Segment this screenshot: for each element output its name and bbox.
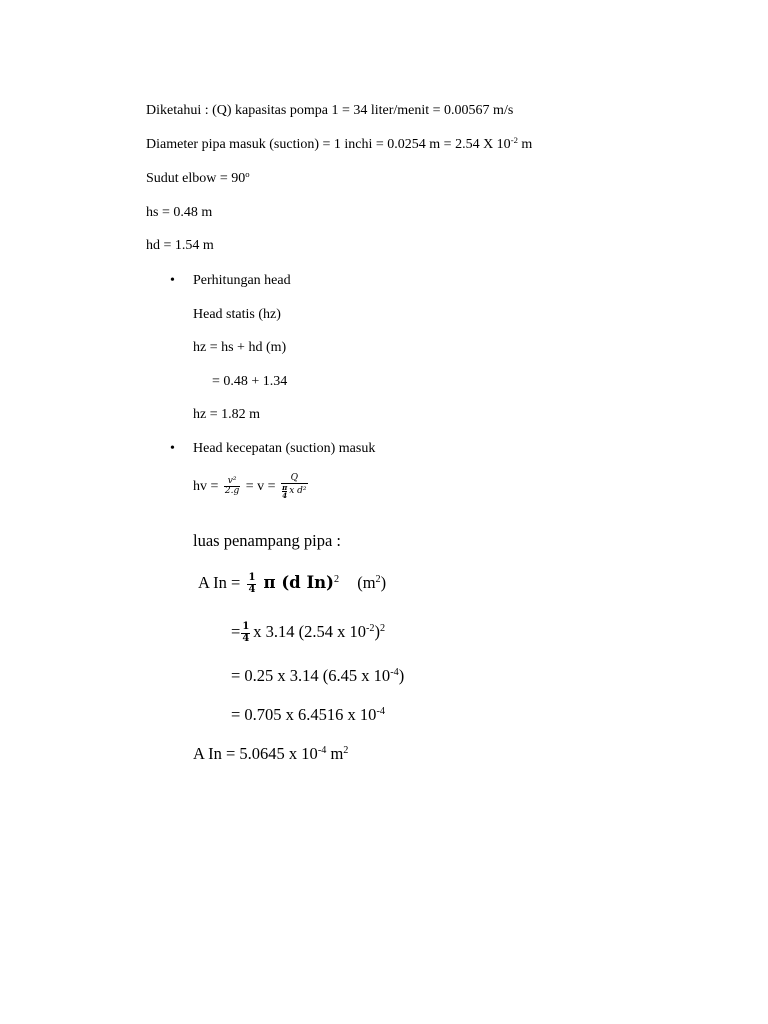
static-head-sub: Head statis (hz) <box>193 307 281 322</box>
area-step-2-expr: = 0.25 x 3.14 (6.45 x 10 <box>231 666 391 685</box>
area-step-1-exp1: -2 <box>366 623 375 635</box>
area-unit-close: ) <box>380 572 387 592</box>
frac2-numerator: Q <box>290 473 298 483</box>
v2-over-2g-fraction <box>224 477 240 497</box>
step1-quarter-denominator: 4 <box>242 632 250 644</box>
step1-quarter-numerator: 1 <box>242 621 250 632</box>
frac1-denominator: 2.g <box>224 486 240 497</box>
quarter-fraction <box>247 573 256 595</box>
area-step-1-equals: = <box>231 621 241 641</box>
static-head-formula: hz = hs + hd (m) <box>193 340 287 355</box>
area-result-unit: m <box>326 744 344 763</box>
four-denominator: 4 <box>282 491 288 501</box>
known-line-1: Diketahui : (Q) kapasitas pompa 1 = 34 liter/menit = 0.00567 m/s <box>146 103 514 118</box>
known-line-5: hd = 1.54 m <box>146 238 214 253</box>
area-step-1-expr: x 3.14 (2.54 x 10 <box>253 621 367 641</box>
area-exponent: 2 <box>333 574 340 586</box>
frac1-numerator: v² <box>227 475 237 486</box>
area-step-3-exp: -4 <box>376 706 385 718</box>
area-step-1 <box>231 622 385 644</box>
static-head-title: Perhitungan head <box>193 273 291 288</box>
area-step-2-exp: -4 <box>390 667 399 679</box>
area-unit-exponent: 2 <box>375 574 381 586</box>
known-line-2 <box>146 135 533 152</box>
velocity-head-title: Head kecepatan (suction) masuk <box>193 441 376 456</box>
area-step-2-close: ) <box>398 666 405 685</box>
hv-formula <box>193 474 310 499</box>
area-step-3 <box>231 707 385 724</box>
degree-sup: o <box>245 169 250 180</box>
area-result-unit-exp: 2 <box>343 745 349 757</box>
area-result-expr: A In = 5.0645 x 10 <box>193 744 318 763</box>
frac2-denominator-tail: x d² <box>289 486 307 497</box>
q-over-area-fraction <box>281 474 307 499</box>
pi-over-4-fraction <box>282 484 287 499</box>
hv-equals-v: = v = <box>245 478 276 494</box>
known-line-2-exp: -2 <box>510 135 518 146</box>
area-formula <box>198 573 386 595</box>
static-head-substitution: = 0.48 + 1.34 <box>212 374 288 389</box>
area-unit-open: (m <box>357 572 376 592</box>
hv-label: hv = <box>193 478 219 494</box>
quarter-denominator: 4 <box>248 583 256 595</box>
frac2-denominator <box>281 483 307 499</box>
quarter-numerator: 1 <box>248 572 256 583</box>
known-line-2-unit: m <box>517 137 533 152</box>
area-step-1-close: ) <box>374 621 381 641</box>
known-line-4: hs = 0.48 m <box>146 205 213 220</box>
pi-symbol: π <box>282 483 288 493</box>
area-step-2 <box>231 668 404 685</box>
bullet-velocity-head: • <box>170 441 175 456</box>
known-line-2-text: Diameter pipa masuk (suction) = 1 inchi = 0.0254 m = 2.54 X 10 <box>146 137 511 152</box>
area-step-1-exp2: 2 <box>380 623 386 635</box>
area-label: A In = <box>198 572 241 592</box>
area-result <box>193 746 348 763</box>
area-result-exp: -4 <box>317 745 327 757</box>
known-line-3-text: Sudut elbow = 90 <box>146 171 246 186</box>
area-heading: luas penampang pipa : <box>193 531 342 550</box>
known-line-3 <box>146 169 250 186</box>
step1-quarter-fraction <box>241 622 250 644</box>
bullet-static-head: • <box>170 273 175 288</box>
area-unit <box>357 573 386 592</box>
area-step-3-expr: = 0.705 x 6.4516 x 10 <box>231 705 377 724</box>
static-head-result: hz = 1.82 m <box>193 407 260 422</box>
area-expression: π (d In) <box>263 572 334 592</box>
